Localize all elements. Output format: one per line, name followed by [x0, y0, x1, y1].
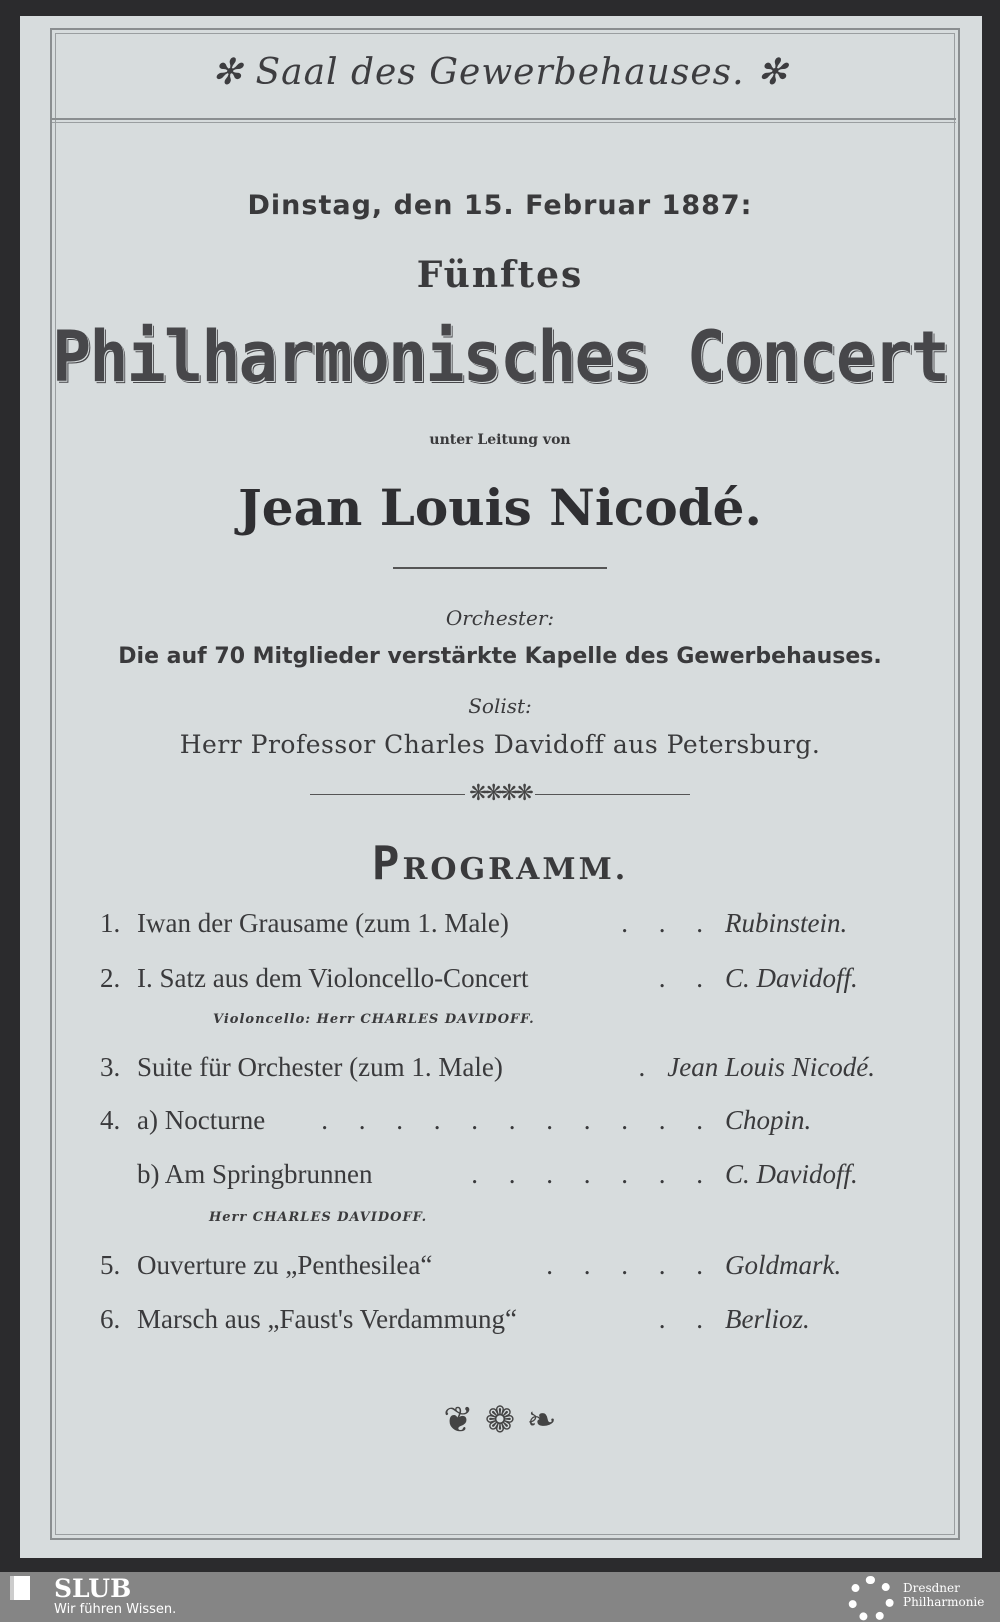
concert-title: Philharmonisches Concert [51, 316, 948, 398]
concert-date: Dinstag, den 15. Februar 1887: [247, 190, 753, 221]
item-number: 3. [100, 1052, 121, 1082]
item-number: 1. [100, 908, 121, 938]
orchestra-description: Die auf 70 Mitglieder verstärkte Kapelle des Gewerbehauses. [118, 644, 882, 669]
philharmonie-line1: Dresdner [903, 1581, 960, 1595]
slub-tagline: Wir führen Wissen. [54, 1602, 177, 1617]
divider-line [393, 567, 607, 569]
item-composer: Rubinstein. [725, 908, 848, 938]
program-heading-text: ROGRAMM. [402, 852, 629, 887]
item-title: Iwan der Grausame (zum 1. Male) [137, 908, 509, 938]
item-dots: . . [658, 1304, 715, 1334]
program-item [100, 906, 875, 940]
conductor-intro: unter Leitung von [429, 432, 571, 448]
ornament-icon: ❋❋❋❋ [0, 781, 1000, 806]
item-dots: . . . . . [546, 1250, 715, 1280]
item-composer: Goldmark. [725, 1250, 842, 1280]
orchestra-label: Orchester: [445, 606, 555, 630]
item-number: 5. [100, 1250, 121, 1280]
program-item [100, 1157, 875, 1191]
program-item [100, 1103, 875, 1137]
conductor-name: Jean Louis Nicodé. [238, 478, 762, 537]
item-composer: Chopin. [725, 1105, 812, 1135]
item-dots: . . . . . . . [471, 1159, 715, 1189]
item-composer: C. Davidoff. [725, 963, 858, 993]
philharmonie-logo[interactable] [903, 1581, 984, 1609]
footer-bar [0, 1572, 1000, 1622]
soloist-name: Herr Professor Charles Davidoff aus Petersburg. [179, 730, 821, 759]
item-title: I. Satz aus dem Violoncello-Concert [137, 963, 529, 993]
item-title: Marsch aus „Faust's Verdammung“ [137, 1304, 518, 1334]
item-title: b) Am Springbrunnen [137, 1159, 373, 1189]
program-item [100, 1248, 875, 1282]
item-composer: Jean Louis Nicodé. [667, 1052, 875, 1082]
item-dots: . [638, 1052, 658, 1082]
philharmonie-line2: Philharmonie [903, 1595, 985, 1609]
program-item [100, 1302, 875, 1336]
slub-book-icon [10, 1576, 30, 1600]
closing-ornament-icon: ❦ ❁ ❧ [443, 1400, 557, 1441]
program-item [100, 1050, 875, 1084]
philharmonie-sun-icon [848, 1576, 894, 1622]
item-number: 4. [100, 1105, 121, 1135]
item-title: Ouverture zu „Penthesilea“ [137, 1250, 433, 1280]
item-dots: . . . [621, 908, 715, 938]
concert-number: Fünftes [416, 254, 584, 296]
venue-header: ✻ Saal des Gewerbehauses. ✻ [211, 52, 789, 93]
program-item [100, 961, 875, 995]
item-composer: C. Davidoff. [725, 1159, 858, 1189]
item-performer-note: Herr CHARLES DAVIDOFF. [209, 1210, 428, 1225]
program-heading [0, 836, 1000, 890]
header-divider [52, 118, 956, 123]
item-dots: . . [658, 963, 715, 993]
slub-logo[interactable]: SLUB [54, 1574, 132, 1603]
program-initial: P [371, 836, 403, 890]
item-number [100, 1157, 137, 1191]
item-dots: . . . . . . . . . . . [321, 1105, 715, 1135]
item-title: Suite für Orchester (zum 1. Male) [137, 1052, 503, 1082]
item-number: 6. [100, 1304, 121, 1334]
item-performer-note: Violoncello: Herr CHARLES DAVIDOFF. [213, 1012, 535, 1027]
soloist-label: Solist: [468, 694, 532, 718]
item-composer: Berlioz. [725, 1304, 810, 1334]
item-title: a) Nocturne [137, 1105, 266, 1135]
item-number: 2. [100, 963, 121, 993]
